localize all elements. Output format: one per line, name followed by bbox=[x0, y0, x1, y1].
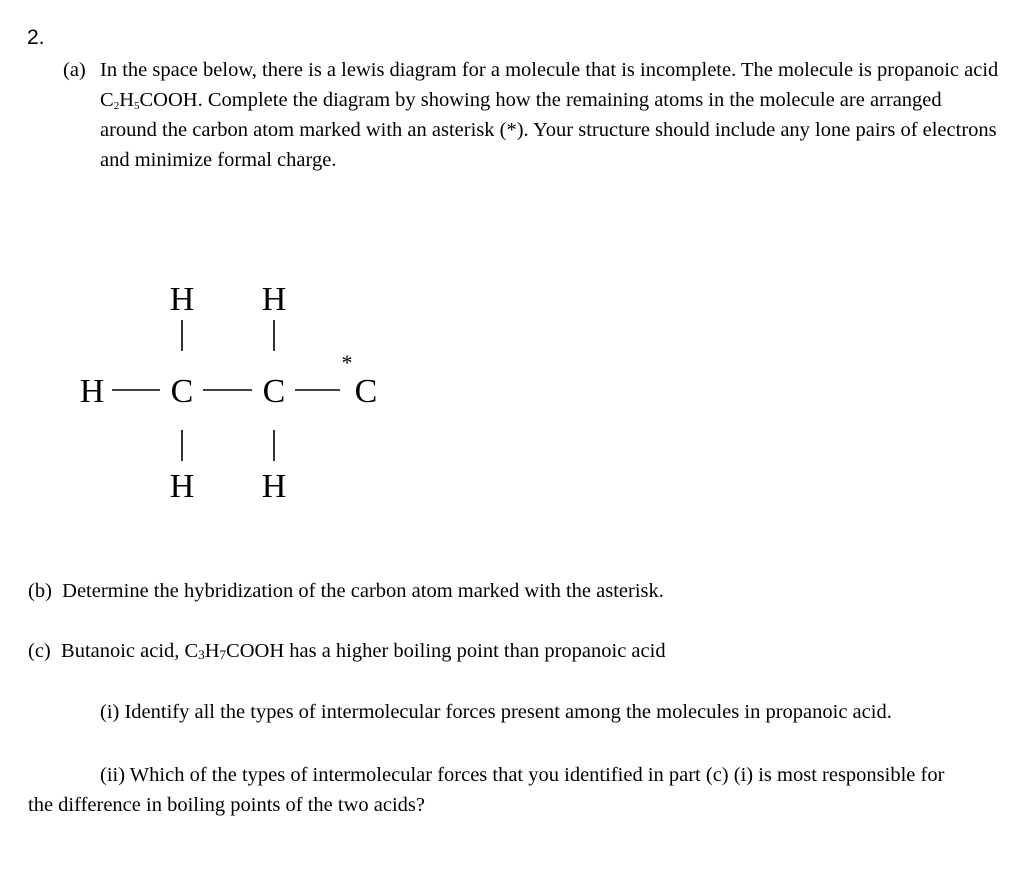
atom-h-top-2: H bbox=[261, 281, 287, 318]
atom-c1: C bbox=[170, 373, 194, 410]
part-a-label: (a) bbox=[63, 59, 86, 81]
part-a-text-after: Complete the diagram by showing how the remaining atoms in the molecule are arranged around the carbon atom marked with an asterisk (*). Your structure should include any lone pairs of electrons and minimize formal charge. bbox=[100, 89, 997, 171]
part-c-subscript-1: 3 bbox=[198, 647, 205, 662]
atom-h-bottom-1: H bbox=[169, 468, 195, 505]
atom-h-top-1: H bbox=[169, 281, 195, 318]
asterisk-mark: * bbox=[341, 350, 353, 375]
part-a-text-before: In the space below, there is a lewis diagram for a molecule that is incomplete. The molecule is propanoic acid C bbox=[100, 59, 999, 111]
atom-c2: C bbox=[262, 373, 286, 410]
part-c-mid: H bbox=[204, 640, 220, 662]
formula-mid: H bbox=[119, 89, 134, 111]
part-b-text: Determine the hybridization of the carbon atom marked with the asterisk. bbox=[62, 580, 664, 602]
atom-c3: C bbox=[354, 373, 378, 410]
atom-h-left: H bbox=[79, 373, 105, 410]
question-number: 2. bbox=[27, 26, 45, 49]
part-b-label: (b) bbox=[28, 580, 52, 602]
part-c-text-before: Butanoic acid, C bbox=[61, 640, 199, 662]
formula-subscript-1: 2 bbox=[113, 100, 120, 112]
formula-end: COOH. bbox=[139, 89, 203, 111]
part-c-label: (c) bbox=[28, 640, 51, 662]
part-a-text bbox=[100, 55, 1003, 175]
atom-h-bottom-2: H bbox=[261, 468, 287, 505]
part-c-ii-text: (ii) Which of the types of intermolecular forces that you identified in part (c) (i) is most responsible for the difference in boiling points of the two acids? bbox=[28, 764, 945, 816]
part-c-text-after: COOH has a higher boiling point than propanoic acid bbox=[226, 640, 666, 662]
formula-subscript-2: 5 bbox=[134, 100, 140, 112]
part-c-ii bbox=[28, 760, 968, 820]
part-c-subscript-2: 7 bbox=[219, 647, 227, 662]
part-c bbox=[28, 640, 666, 663]
part-c-i: (i) Identify all the types of intermolecular forces present among the molecules in propanoic acid. bbox=[100, 701, 892, 723]
part-a bbox=[63, 55, 1003, 175]
part-b bbox=[28, 580, 664, 603]
